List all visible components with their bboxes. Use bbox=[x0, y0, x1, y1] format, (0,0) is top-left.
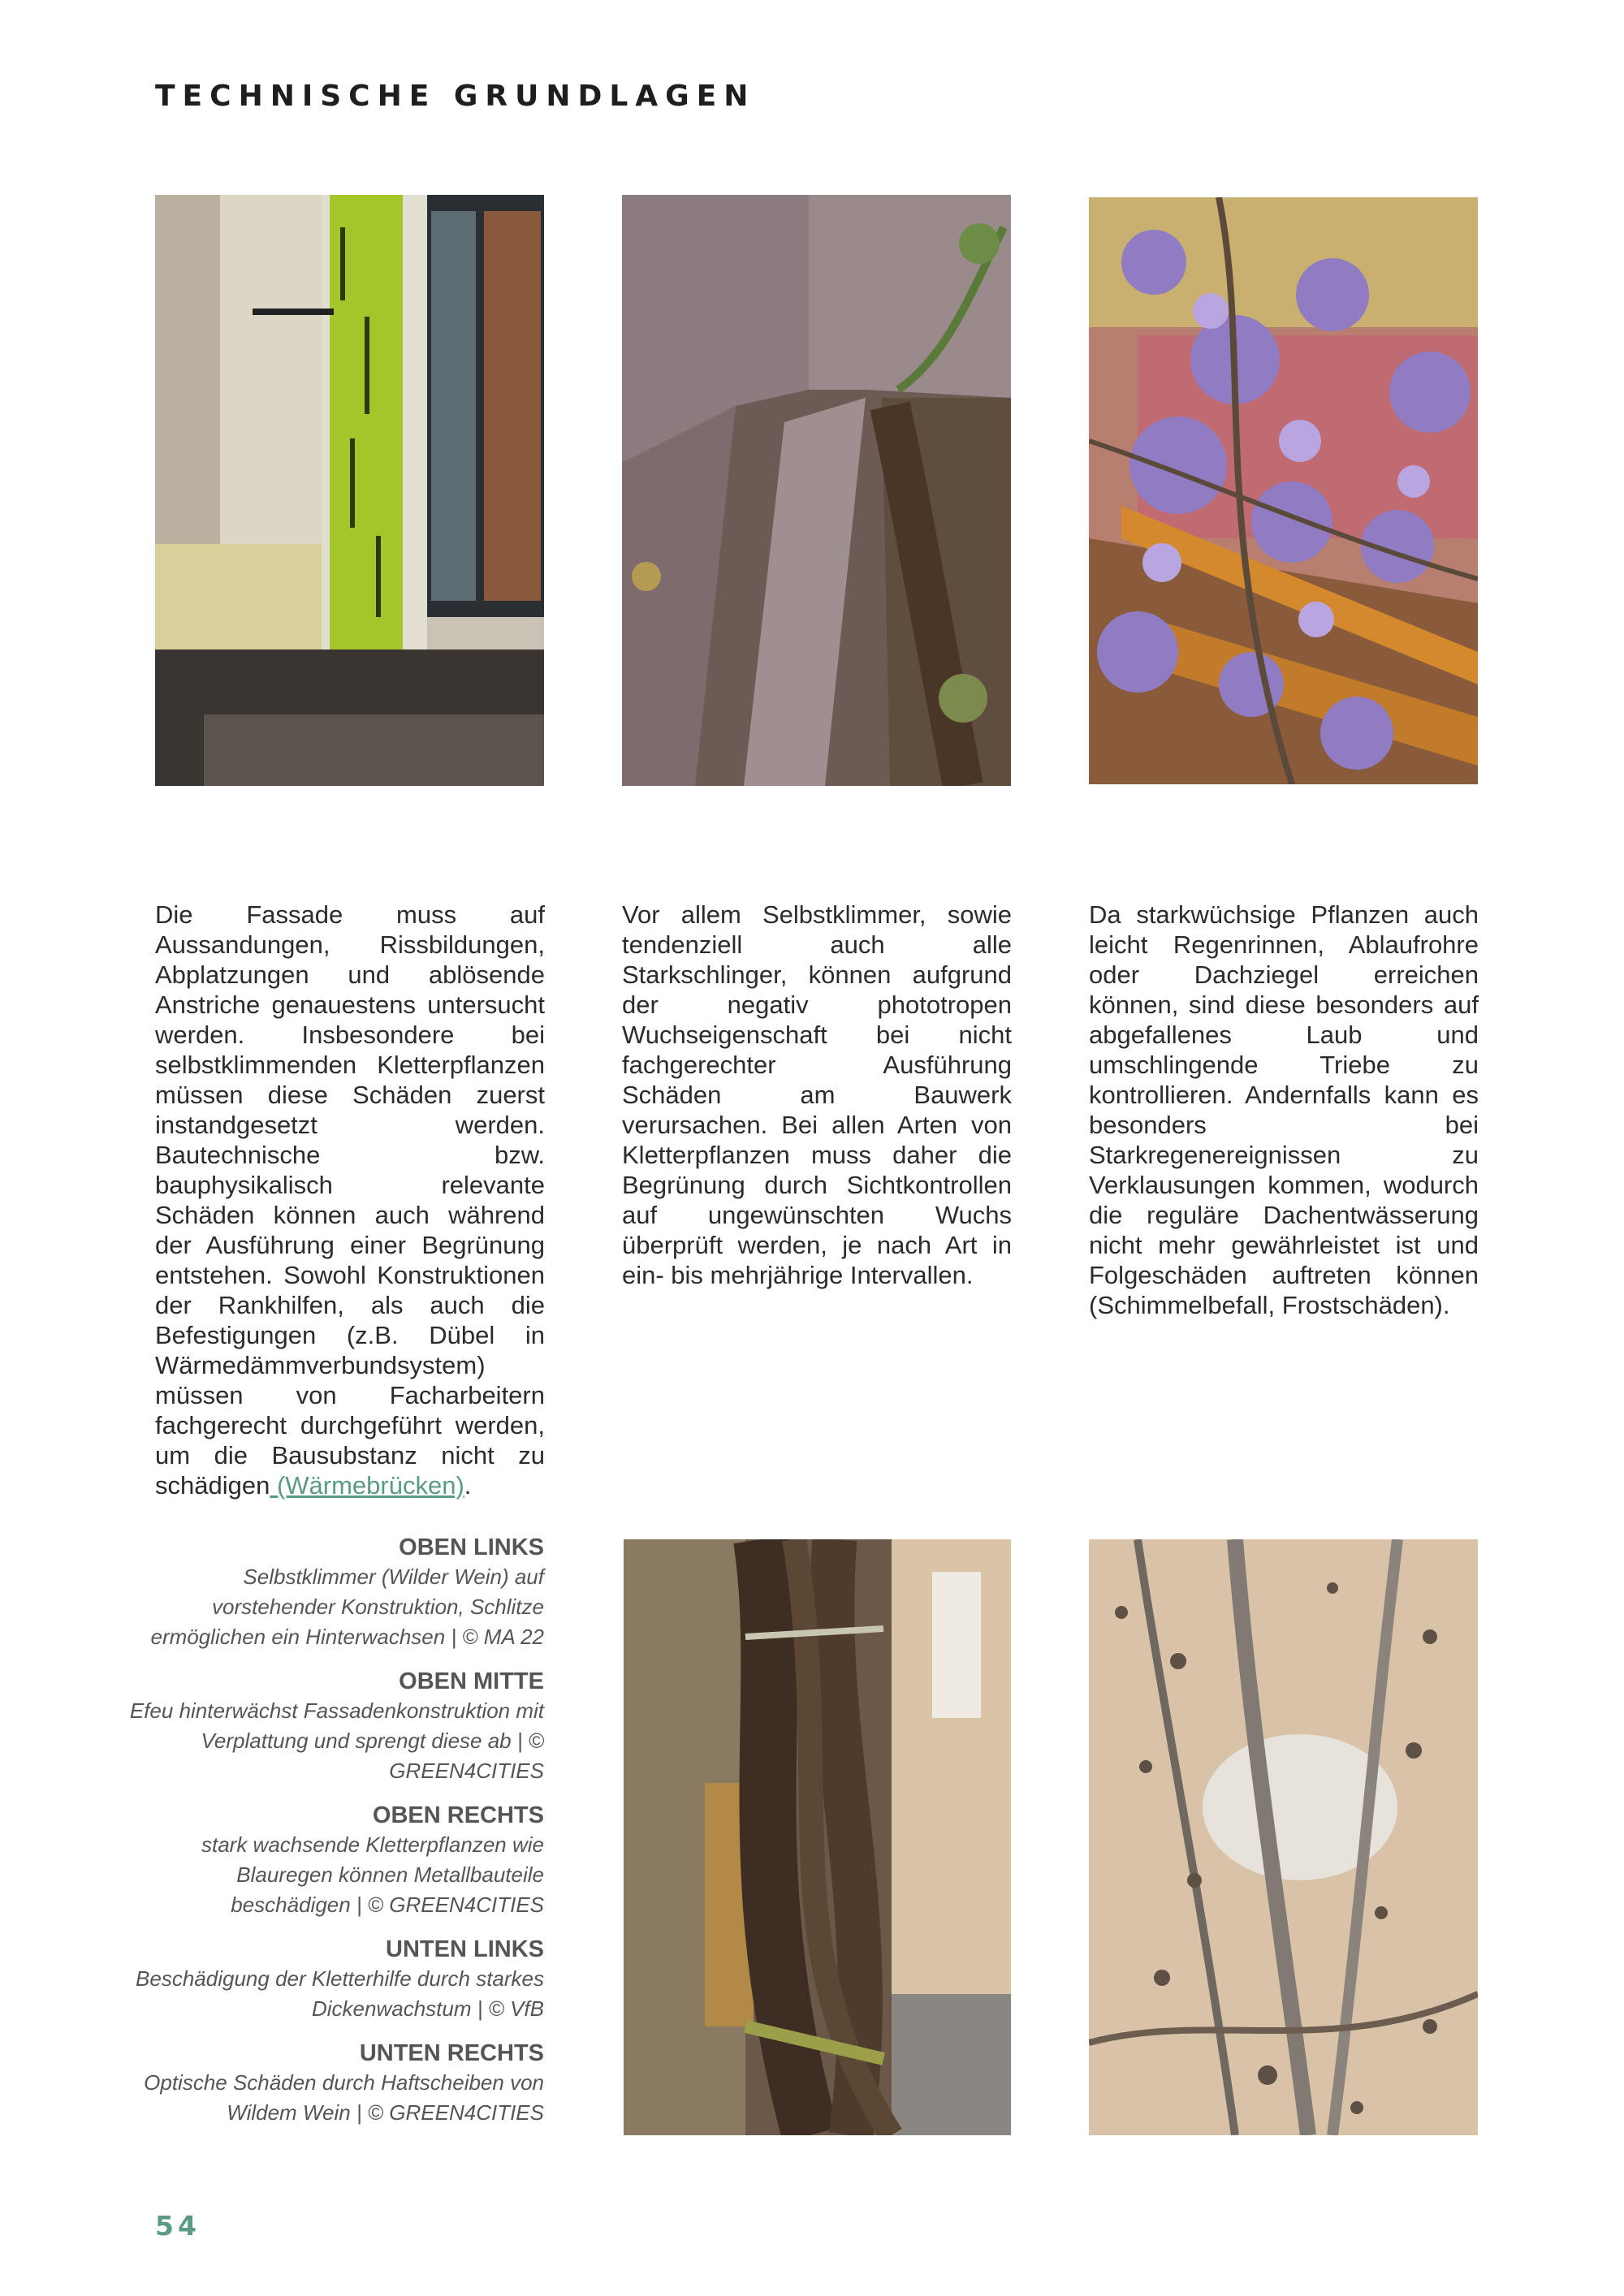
paragraph-text: Die Fassade muss auf Aussandungen, Rissbildungen, Abplatzungen und ablösende Anstriche genauestens untersucht werden. Insbesondere bei selbstklimmenden Kletterpflanzen müssen diese Schäden zuerst instandgesetzt werden. Bautechnische bzw. bauphysikalisch relevante Schäden können auch während der Ausführung einer Begrünung entstehen. Sowohl Konstruktionen der Rankhilfen, als auch die Befestigungen (z.B. Dübel in Wärmedämmverbundsystem) müssen von Facharbeitern fachgerecht durchgeführt werden, um die Bausubstanz nicht zu schädigen bbox=[155, 900, 545, 1500]
paragraph-gutters: Da starkwüchsige Pflanzen auch leicht Regenrinnen, Ablaufrohre oder Dachziegel erreichen können, sind diese besonders auf abgefallenes Laub und umschlingende Triebe zu kontrollieren. Andernfalls kann es besonders bei Starkregenereignissen zu Verklausungen kommen, wodurch die reguläre Dachentwässerung nicht mehr gewährleistet ist und Folgeschäden auftreten können (Schimmelbefall, Frostschäden). bbox=[1089, 900, 1479, 1319]
link-waermebruecken[interactable]: (Wärmebrücken) bbox=[270, 1471, 464, 1500]
caption-text: stark wachsende Kletterpflanzen wie Blauregen können Metallbauteile beschädigen | © GREEN4CITIES bbox=[201, 1832, 544, 1917]
paragraph-self-climbers: Vor allem Selbstklimmer, sowie tendenziell auch alle Starkschlinger, können aufgrund der negativ phototropen Wuchseigenschaft bei nicht fachgerechter Ausführung Schäden am Bauwerk verursachen. Bei allen Arten von Kletterpflanzen muss daher die Begrünung durch Sichtkontrollen auf ungewünschten Wuchs überprüft werden, je nach Art in ein- bis mehrjährige Intervallen. bbox=[622, 900, 1012, 1289]
caption-heading: UNTEN LINKS bbox=[386, 1936, 544, 1962]
image-captions bbox=[122, 1533, 544, 2128]
caption-text: Efeu hinterwächst Fassadenkonstruktion mit Verplattung und sprengt diese ab | © GREEN4CITIES bbox=[129, 1698, 544, 1783]
photo-adhesive-pad-marks-on-wall bbox=[1089, 1539, 1478, 2135]
caption-text: Beschädigung der Kletterhilfe durch starkes Dickenwachstum | © VfB bbox=[136, 1966, 544, 2021]
photo-thick-vine-damaging-support bbox=[624, 1539, 1011, 2135]
section-title: TECHNISCHE GRUNDLAGEN bbox=[155, 80, 756, 113]
photo-wisteria-on-metal-railing bbox=[1089, 197, 1478, 784]
caption-text: Optische Schäden durch Haftscheiben von Wildem Wein | © GREEN4CITIES bbox=[144, 2070, 544, 2125]
caption-text: Selbstklimmer (Wilder Wein) auf vorstehender Konstruktion, Schlitze ermöglichen ein Hinterwachsen | © MA 22 bbox=[150, 1564, 544, 1649]
caption-heading: OBEN RECHTS bbox=[372, 1802, 544, 1828]
paragraph-facade-inspection bbox=[155, 900, 545, 1500]
caption-heading: UNTEN RECHTS bbox=[359, 2040, 544, 2066]
photo-facade-green-climbing-structure bbox=[155, 195, 544, 786]
page-number: 54 bbox=[155, 2210, 201, 2242]
photo-ivy-behind-facade-panels bbox=[622, 195, 1011, 786]
caption-heading: OBEN LINKS bbox=[399, 1534, 544, 1560]
paragraph-end: . bbox=[464, 1471, 472, 1500]
caption-heading: OBEN MITTE bbox=[399, 1668, 544, 1694]
